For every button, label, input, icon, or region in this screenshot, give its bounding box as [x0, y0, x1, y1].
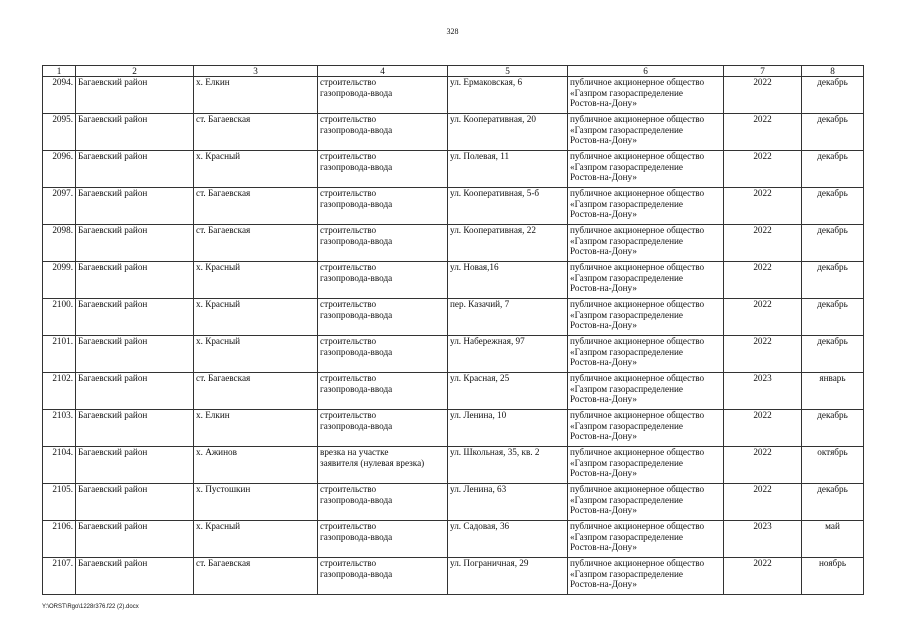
- organization-cell-line: Ростов-на-Дону»: [570, 98, 637, 109]
- work-type-cell: [318, 521, 448, 558]
- settlement-cell-line: х. Красный: [196, 336, 241, 346]
- row-number-line: 2102.: [52, 373, 73, 383]
- organization-cell: [568, 336, 724, 373]
- work-type-cell: [318, 151, 448, 188]
- row-number-line: 2098.: [52, 225, 73, 235]
- work-type-cell-line: строительство: [320, 188, 377, 198]
- work-type-cell: [318, 77, 448, 114]
- settlement-cell-line: ст. Багаевская: [196, 373, 251, 383]
- district-cell-line: Багаевский район: [78, 114, 148, 124]
- organization-cell-line: «Газпром газораспределение: [570, 457, 683, 468]
- work-type-cell-line: строительство: [320, 225, 377, 235]
- district-cell: [76, 410, 194, 447]
- year-cell: [724, 373, 802, 410]
- year-cell-line: 2023: [753, 521, 772, 531]
- settlement-cell: [194, 188, 318, 225]
- organization-cell-line: публичное акционерное общество: [570, 558, 705, 568]
- table-row: [43, 410, 864, 447]
- row-number: [43, 484, 76, 521]
- table-row: [43, 114, 864, 151]
- address-cell-line: ул. Пограничная, 29: [450, 558, 529, 568]
- district-cell: [76, 151, 194, 188]
- work-type-cell-line: строительство: [320, 299, 377, 309]
- organization-cell-line: Ростов-на-Дону»: [570, 394, 637, 405]
- year-cell: [724, 77, 802, 114]
- address-cell: [448, 521, 568, 558]
- column-header: 8: [802, 66, 864, 77]
- work-type-cell: [318, 225, 448, 262]
- organization-cell-line: «Газпром газораспределение: [570, 161, 683, 172]
- address-cell: [448, 410, 568, 447]
- district-cell-line: Багаевский район: [78, 225, 148, 235]
- district-cell: [76, 373, 194, 410]
- row-number: [43, 225, 76, 262]
- month-cell-line: декабрь: [817, 114, 848, 124]
- address-cell-line: ул. Кооперативная, 22: [450, 225, 536, 235]
- row-number-line: 2100.: [52, 299, 73, 309]
- organization-cell-line: Ростов-на-Дону»: [570, 172, 637, 183]
- table-row: [43, 447, 864, 484]
- month-cell: [802, 336, 864, 373]
- month-cell: [802, 484, 864, 521]
- district-cell-line: Багаевский район: [78, 521, 148, 531]
- district-cell-line: Багаевский район: [78, 484, 148, 494]
- row-number-line: 2103.: [52, 410, 73, 420]
- year-cell: [724, 484, 802, 521]
- organization-cell-line: Ростов-на-Дону»: [570, 468, 637, 479]
- column-header: 2: [76, 66, 194, 77]
- organization-cell-line: «Газпром газораспределение: [570, 309, 683, 320]
- organization-cell-line: «Газпром газораспределение: [570, 383, 683, 394]
- row-number: [43, 521, 76, 558]
- organization-cell: [568, 188, 724, 225]
- register-table: [42, 65, 864, 595]
- row-number: [43, 558, 76, 595]
- work-type-cell-line: строительство: [320, 558, 377, 568]
- organization-cell: [568, 77, 724, 114]
- settlement-cell: [194, 114, 318, 151]
- organization-cell-line: «Газпром газораспределение: [570, 235, 683, 246]
- table-row: [43, 521, 864, 558]
- row-number-line: 2105.: [52, 484, 73, 494]
- table-row: [43, 299, 864, 336]
- settlement-cell: [194, 484, 318, 521]
- organization-cell: [568, 558, 724, 595]
- district-cell-line: Багаевский район: [78, 262, 148, 272]
- year-cell: [724, 299, 802, 336]
- table-row: [43, 262, 864, 299]
- month-cell-line: ноябрь: [818, 558, 847, 568]
- address-cell-line: ул. Набережная, 97: [450, 336, 525, 346]
- district-cell-line: Багаевский район: [78, 151, 148, 161]
- work-type-cell-line: газопровода-ввода: [320, 161, 393, 172]
- work-type-cell-line: газопровода-ввода: [320, 531, 393, 542]
- organization-cell-line: Ростов-на-Дону»: [570, 357, 637, 368]
- row-number-line: 2101.: [52, 336, 73, 346]
- month-cell-line: декабрь: [817, 299, 848, 309]
- row-number-line: 2106.: [52, 521, 73, 531]
- district-cell: [76, 299, 194, 336]
- row-number: [43, 188, 76, 225]
- organization-cell-line: «Газпром газораспределение: [570, 420, 683, 431]
- work-type-cell: [318, 188, 448, 225]
- work-type-cell-line: газопровода-ввода: [320, 272, 393, 283]
- month-cell-line: май: [825, 521, 840, 531]
- work-type-cell-line: строительство: [320, 521, 377, 531]
- district-cell: [76, 336, 194, 373]
- row-number: [43, 77, 76, 114]
- month-cell: [802, 114, 864, 151]
- work-type-cell-line: газопровода-ввода: [320, 309, 393, 320]
- settlement-cell-line: х. Красный: [196, 299, 241, 309]
- table-row: [43, 225, 864, 262]
- settlement-cell: [194, 373, 318, 410]
- work-type-cell-line: газопровода-ввода: [320, 494, 393, 505]
- settlement-cell: [194, 262, 318, 299]
- district-cell: [76, 558, 194, 595]
- work-type-cell-line: газопровода-ввода: [320, 383, 393, 394]
- organization-cell: [568, 299, 724, 336]
- row-number: [43, 262, 76, 299]
- settlement-cell-line: х. Пустошкин: [196, 484, 251, 494]
- table-row: [43, 77, 864, 114]
- organization-cell: [568, 114, 724, 151]
- organization-cell: [568, 262, 724, 299]
- district-cell-line: Багаевский район: [78, 77, 148, 87]
- year-cell: [724, 336, 802, 373]
- address-cell: [448, 336, 568, 373]
- district-cell: [76, 225, 194, 262]
- organization-cell-line: публичное акционерное общество: [570, 336, 705, 346]
- table-body: [43, 77, 864, 595]
- work-type-cell-line: газопровода-ввода: [320, 420, 393, 431]
- column-header: 1: [43, 66, 76, 77]
- address-cell-line: ул. Полевая, 11: [450, 151, 510, 161]
- organization-cell-line: Ростов-на-Дону»: [570, 283, 637, 294]
- address-cell: [448, 558, 568, 595]
- work-type-cell: [318, 484, 448, 521]
- column-header: 7: [724, 66, 802, 77]
- row-number: [43, 114, 76, 151]
- organization-cell-line: Ростов-на-Дону»: [570, 135, 637, 146]
- settlement-cell: [194, 336, 318, 373]
- settlement-cell-line: х. Красный: [196, 262, 241, 272]
- year-cell-line: 2022: [753, 188, 772, 198]
- month-cell: [802, 373, 864, 410]
- address-cell: [448, 262, 568, 299]
- work-type-cell-line: строительство: [320, 114, 377, 124]
- settlement-cell-line: ст. Багаевская: [196, 114, 251, 124]
- month-cell: [802, 299, 864, 336]
- address-cell: [448, 151, 568, 188]
- work-type-cell: [318, 262, 448, 299]
- work-type-cell-line: строительство: [320, 410, 377, 420]
- settlement-cell: [194, 447, 318, 484]
- table-row: [43, 558, 864, 595]
- year-cell: [724, 447, 802, 484]
- district-cell-line: Багаевский район: [78, 188, 148, 198]
- work-type-cell-line: строительство: [320, 77, 377, 87]
- month-cell-line: октябрь: [817, 447, 848, 457]
- address-cell-line: ул. Красная, 25: [450, 373, 510, 383]
- row-number: [43, 447, 76, 484]
- year-cell: [724, 558, 802, 595]
- address-cell-line: ул. Кооперативная, 20: [450, 114, 536, 124]
- organization-cell-line: «Газпром газораспределение: [570, 272, 683, 283]
- month-cell: [802, 188, 864, 225]
- year-cell: [724, 151, 802, 188]
- work-type-cell-line: газопровода-ввода: [320, 87, 393, 98]
- work-type-cell-line: строительство: [320, 336, 377, 346]
- year-cell-line: 2022: [753, 225, 772, 235]
- address-cell-line: ул. Новая,16: [450, 262, 499, 272]
- work-type-cell: [318, 447, 448, 484]
- settlement-cell-line: ст. Багаевская: [196, 558, 251, 568]
- work-type-cell: [318, 114, 448, 151]
- settlement-cell-line: ст. Багаевская: [196, 188, 251, 198]
- file-path-footer: Y:\ORST\Rgo\1228r376.f22 (2).docx: [42, 604, 139, 610]
- table-row: [43, 188, 864, 225]
- month-cell-line: декабрь: [817, 151, 848, 161]
- year-cell-line: 2022: [753, 558, 772, 568]
- organization-cell-line: «Газпром газораспределение: [570, 124, 683, 135]
- address-cell: [448, 114, 568, 151]
- district-cell: [76, 484, 194, 521]
- settlement-cell-line: х. Елкин: [196, 410, 230, 420]
- organization-cell-line: Ростов-на-Дону»: [570, 246, 637, 257]
- organization-cell-line: публичное акционерное общество: [570, 521, 705, 531]
- address-cell-line: ул. Ленина, 63: [450, 484, 507, 494]
- month-cell-line: декабрь: [817, 77, 848, 87]
- month-cell: [802, 558, 864, 595]
- organization-cell-line: Ростов-на-Дону»: [570, 542, 637, 553]
- organization-cell-line: публичное акционерное общество: [570, 188, 705, 198]
- address-cell: [448, 225, 568, 262]
- district-cell-line: Багаевский район: [78, 558, 148, 568]
- settlement-cell-line: х. Красный: [196, 151, 241, 161]
- district-cell: [76, 77, 194, 114]
- work-type-cell: [318, 410, 448, 447]
- organization-cell-line: «Газпром газораспределение: [570, 531, 683, 542]
- month-cell-line: декабрь: [817, 484, 848, 494]
- settlement-cell-line: х. Красный: [196, 521, 241, 531]
- year-cell-line: 2022: [753, 151, 772, 161]
- settlement-cell: [194, 521, 318, 558]
- column-header: 6: [568, 66, 724, 77]
- organization-cell-line: Ростов-на-Дону»: [570, 431, 637, 442]
- month-cell-line: декабрь: [817, 336, 848, 346]
- organization-cell: [568, 225, 724, 262]
- work-type-cell-line: газопровода-ввода: [320, 568, 393, 579]
- organization-cell: [568, 484, 724, 521]
- work-type-cell: [318, 336, 448, 373]
- year-cell-line: 2023: [753, 373, 772, 383]
- organization-cell: [568, 447, 724, 484]
- table-row: [43, 484, 864, 521]
- organization-cell-line: Ростов-на-Дону»: [570, 320, 637, 331]
- year-cell-line: 2022: [753, 447, 772, 457]
- row-number-line: 2096.: [52, 151, 73, 161]
- district-cell-line: Багаевский район: [78, 373, 148, 383]
- work-type-cell: [318, 558, 448, 595]
- settlement-cell: [194, 151, 318, 188]
- organization-cell-line: Ростов-на-Дону»: [570, 505, 637, 516]
- district-cell: [76, 114, 194, 151]
- column-header: 5: [448, 66, 568, 77]
- organization-cell-line: «Газпром газораспределение: [570, 198, 683, 209]
- work-type-cell-line: строительство: [320, 262, 377, 272]
- year-cell: [724, 114, 802, 151]
- year-cell: [724, 188, 802, 225]
- page-number: 328: [446, 27, 459, 36]
- row-number: [43, 373, 76, 410]
- address-cell-line: ул. Садовая, 36: [450, 521, 510, 531]
- work-type-cell-line: строительство: [320, 484, 377, 494]
- organization-cell-line: «Газпром газораспределение: [570, 494, 683, 505]
- organization-cell-line: публичное акционерное общество: [570, 114, 705, 124]
- month-cell-line: декабрь: [817, 188, 848, 198]
- row-number: [43, 151, 76, 188]
- work-type-cell-line: заявителя (нулевая врезка): [320, 457, 425, 468]
- address-cell: [448, 299, 568, 336]
- year-cell: [724, 521, 802, 558]
- column-header: 4: [318, 66, 448, 77]
- organization-cell-line: публичное акционерное общество: [570, 373, 705, 383]
- month-cell: [802, 521, 864, 558]
- work-type-cell: [318, 373, 448, 410]
- organization-cell-line: публичное акционерное общество: [570, 225, 705, 235]
- organization-cell-line: публичное акционерное общество: [570, 77, 705, 87]
- month-cell: [802, 447, 864, 484]
- settlement-cell: [194, 225, 318, 262]
- month-cell: [802, 262, 864, 299]
- column-number-row: [43, 66, 864, 77]
- row-number-line: 2095.: [52, 114, 73, 124]
- organization-cell-line: публичное акционерное общество: [570, 299, 705, 309]
- settlement-cell: [194, 558, 318, 595]
- address-cell-line: ул. Ермаковская, 6: [450, 77, 523, 87]
- district-cell-line: Багаевский район: [78, 336, 148, 346]
- settlement-cell-line: х. Елкин: [196, 77, 230, 87]
- work-type-cell-line: газопровода-ввода: [320, 198, 393, 209]
- settlement-cell: [194, 77, 318, 114]
- table-row: [43, 373, 864, 410]
- organization-cell-line: публичное акционерное общество: [570, 151, 705, 161]
- work-type-cell-line: строительство: [320, 373, 377, 383]
- organization-cell: [568, 373, 724, 410]
- month-cell: [802, 151, 864, 188]
- address-cell-line: ул. Кооперативная, 5-б: [450, 188, 540, 198]
- work-type-cell-line: строительство: [320, 151, 377, 161]
- organization-cell-line: публичное акционерное общество: [570, 410, 705, 420]
- year-cell-line: 2022: [753, 484, 772, 494]
- address-cell: [448, 484, 568, 521]
- month-cell: [802, 225, 864, 262]
- year-cell: [724, 225, 802, 262]
- address-cell-line: ул. Ленина, 10: [450, 410, 507, 420]
- organization-cell-line: публичное акционерное общество: [570, 262, 705, 272]
- work-type-cell-line: газопровода-ввода: [320, 124, 393, 135]
- month-cell: [802, 410, 864, 447]
- row-number-line: 2099.: [52, 262, 73, 272]
- work-type-cell-line: врезка на участке: [320, 447, 389, 457]
- district-cell: [76, 447, 194, 484]
- month-cell-line: декабрь: [817, 262, 848, 272]
- table-row: [43, 151, 864, 188]
- year-cell-line: 2022: [753, 262, 772, 272]
- address-cell-line: ул. Школьная, 35, кв. 2: [450, 447, 540, 457]
- organization-cell: [568, 151, 724, 188]
- address-cell: [448, 373, 568, 410]
- row-number-line: 2097.: [52, 188, 73, 198]
- organization-cell: [568, 410, 724, 447]
- row-number: [43, 336, 76, 373]
- district-cell: [76, 521, 194, 558]
- month-cell-line: декабрь: [817, 410, 848, 420]
- row-number-line: 2104.: [52, 447, 73, 457]
- organization-cell-line: «Газпром газораспределение: [570, 568, 683, 579]
- year-cell-line: 2022: [753, 336, 772, 346]
- row-number-line: 2107.: [52, 558, 73, 568]
- year-cell: [724, 410, 802, 447]
- column-header: 3: [194, 66, 318, 77]
- settlement-cell: [194, 410, 318, 447]
- address-cell-line: пер. Казачий, 7: [450, 299, 510, 309]
- work-type-cell-line: газопровода-ввода: [320, 235, 393, 246]
- work-type-cell: [318, 299, 448, 336]
- year-cell-line: 2022: [753, 114, 772, 124]
- organization-cell-line: Ростов-на-Дону»: [570, 579, 637, 590]
- organization-cell-line: Ростов-на-Дону»: [570, 209, 637, 220]
- district-cell: [76, 262, 194, 299]
- district-cell-line: Багаевский район: [78, 299, 148, 309]
- organization-cell-line: «Газпром газораспределение: [570, 87, 683, 98]
- organization-cell-line: публичное акционерное общество: [570, 484, 705, 494]
- address-cell: [448, 77, 568, 114]
- address-cell: [448, 447, 568, 484]
- month-cell-line: январь: [819, 373, 846, 383]
- district-cell-line: Багаевский район: [78, 410, 148, 420]
- organization-cell-line: публичное акционерное общество: [570, 447, 705, 457]
- district-cell-line: Багаевский район: [78, 447, 148, 457]
- row-number: [43, 299, 76, 336]
- row-number: [43, 410, 76, 447]
- address-cell: [448, 188, 568, 225]
- settlement-cell-line: ст. Багаевская: [196, 225, 251, 235]
- settlement-cell-line: х. Ажинов: [196, 447, 237, 457]
- table-row: [43, 336, 864, 373]
- organization-cell-line: «Газпром газораспределение: [570, 346, 683, 357]
- row-number-line: 2094.: [52, 77, 73, 87]
- settlement-cell: [194, 299, 318, 336]
- month-cell: [802, 77, 864, 114]
- year-cell-line: 2022: [753, 77, 772, 87]
- year-cell-line: 2022: [753, 299, 772, 309]
- month-cell-line: декабрь: [817, 225, 848, 235]
- organization-cell: [568, 521, 724, 558]
- work-type-cell-line: газопровода-ввода: [320, 346, 393, 357]
- year-cell-line: 2022: [753, 410, 772, 420]
- year-cell: [724, 262, 802, 299]
- district-cell: [76, 188, 194, 225]
